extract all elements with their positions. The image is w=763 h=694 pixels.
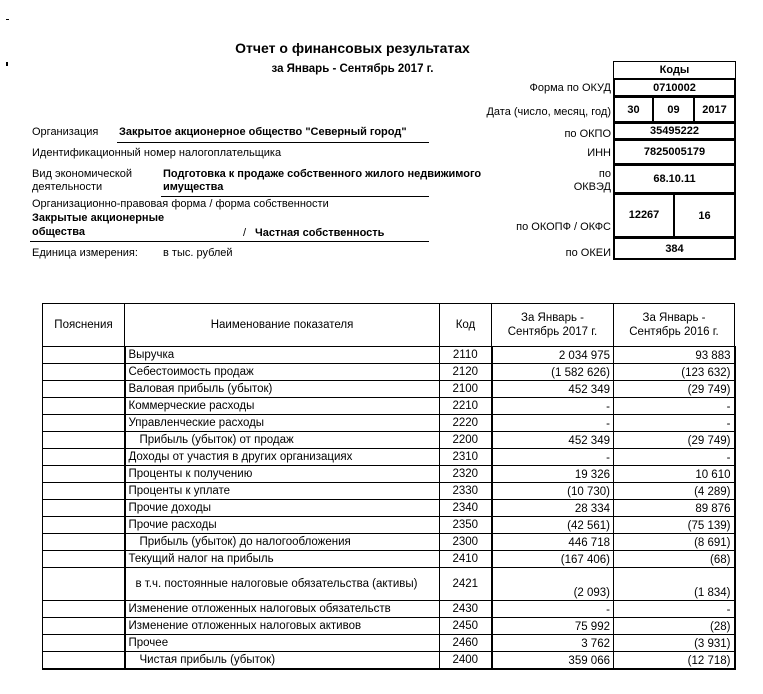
table-row — [43, 652, 735, 670]
table-row — [43, 466, 735, 483]
indicator-code: 2110 — [440, 347, 492, 364]
value-2017: 2 034 975 — [492, 347, 614, 364]
value-2017: (1 582 626) — [492, 364, 614, 381]
date-month: 09 — [652, 96, 695, 123]
value-2017: - — [492, 398, 614, 415]
codes-heading: Коды — [613, 61, 736, 79]
notes-cell — [43, 449, 125, 466]
table-row — [43, 483, 735, 500]
value-2017: (42 561) — [492, 517, 614, 534]
indicator-name: Прочие расходы — [125, 517, 440, 534]
table-row — [43, 568, 735, 601]
indicator-name: Прочие доходы — [125, 500, 440, 517]
notes-cell — [43, 534, 125, 551]
indicator-code: 2430 — [440, 601, 492, 618]
table-row — [43, 635, 735, 652]
value-2017: (10 730) — [492, 483, 614, 500]
report-period: за Январь - Сентябрь 2017 г. — [271, 63, 434, 75]
inn-code-label: ИНН — [587, 147, 611, 159]
notes-cell — [43, 381, 125, 398]
indicator-code: 2120 — [440, 364, 492, 381]
indicator-code: 2320 — [440, 466, 492, 483]
notes-cell — [43, 432, 125, 449]
okopf-value: 12267 — [613, 193, 675, 238]
activity-text-1: Подготовка к продаже собственного жилого недвижимого — [163, 168, 482, 180]
indicator-code: 2460 — [440, 635, 492, 652]
notes-cell — [43, 398, 125, 415]
value-2016: (123 632) — [614, 364, 735, 381]
indicator-code: 2410 — [440, 551, 492, 568]
indicator-name: Прочее — [125, 635, 440, 652]
value-2016: (4 289) — [614, 483, 735, 500]
okfs-value: 16 — [673, 193, 736, 238]
notes-cell — [43, 568, 125, 601]
indicator-code: 2300 — [440, 534, 492, 551]
okei-label: по ОКЕИ — [565, 247, 611, 259]
table-row — [43, 618, 735, 635]
indicator-code: 2421 — [440, 568, 492, 601]
notes-cell — [43, 635, 125, 652]
indicator-name: Коммерческие расходы — [125, 398, 440, 415]
value-2016: - — [614, 415, 735, 432]
indicator-code: 2350 — [440, 517, 492, 534]
table-row — [43, 432, 735, 449]
col-2017-line1: За Январь - — [521, 312, 584, 324]
unit-value: в тыс. рублей — [163, 247, 233, 259]
value-2017: - — [492, 601, 614, 618]
value-2016: (3 931) — [614, 635, 735, 652]
value-2016: (12 718) — [614, 652, 735, 670]
notes-cell — [43, 517, 125, 534]
indicator-name: Проценты к уплате — [125, 483, 440, 500]
notes-cell — [43, 652, 125, 670]
activity-underline — [161, 196, 429, 197]
indicator-code: 2220 — [440, 415, 492, 432]
financial-results-table — [42, 303, 736, 670]
value-2016: - — [614, 449, 735, 466]
report-title: Отчет о финансовых результатах — [235, 40, 470, 56]
legal-form-underline — [30, 241, 429, 242]
org-name: Закрытое акционерное общество "Северный город" — [119, 126, 407, 138]
okved-value: 68.10.11 — [613, 164, 736, 194]
value-2016: 10 610 — [614, 466, 735, 483]
col-header-notes: Пояснения — [43, 304, 125, 347]
value-2017: 452 349 — [492, 432, 614, 449]
col-2016-line2: Сентябрь 2016 г. — [629, 326, 719, 338]
indicator-name: Чистая прибыль (убыток) — [125, 652, 440, 670]
value-2017: 3 762 — [492, 635, 614, 652]
indicator-name: Изменение отложенных налоговых активов — [125, 618, 440, 635]
indicator-name: Управленческие расходы — [125, 415, 440, 432]
org-underline — [117, 142, 429, 143]
okud-value: 0710002 — [613, 78, 736, 97]
col-header-code: Код — [440, 304, 492, 347]
indicator-name: Выручка — [125, 347, 440, 364]
inn-label: Идентификационный номер налогоплательщика — [32, 147, 282, 159]
col-header-indicator: Наименование показателя — [125, 304, 440, 347]
value-2017: (167 406) — [492, 551, 614, 568]
notes-cell — [43, 415, 125, 432]
okei-value: 384 — [613, 237, 736, 260]
table-row — [43, 551, 735, 568]
date-year: 2017 — [693, 96, 736, 123]
table-header-row — [43, 304, 735, 347]
col-2016-line1: За Январь - — [642, 312, 706, 324]
value-2017: 452 349 — [492, 381, 614, 398]
indicator-name: Проценты к получению — [125, 466, 440, 483]
table-row — [43, 364, 735, 381]
value-2017: 75 992 — [492, 618, 614, 635]
indicator-code: 2100 — [440, 381, 492, 398]
value-2016: 93 883 — [614, 347, 735, 364]
value-2017: (2 093) — [492, 568, 614, 601]
okpo-value: 35495222 — [613, 122, 736, 140]
indicator-name: Текущий налог на прибыль — [125, 551, 440, 568]
indicator-name: Доходы от участия в других организациях — [125, 449, 440, 466]
value-2017: - — [492, 415, 614, 432]
value-2016: (29 749) — [614, 432, 735, 449]
indicator-name: Прибыль (убыток) до налогообложения — [125, 534, 440, 551]
okpo-label: по ОКПО — [564, 128, 611, 140]
value-2017: 19 326 — [492, 466, 614, 483]
col-2017-line2: Сентябрь 2017 г. — [507, 326, 598, 338]
notes-cell — [43, 364, 125, 381]
indicator-code: 2310 — [440, 449, 492, 466]
activity-text-2: имущества — [163, 181, 224, 193]
activity-label-2: деятельности — [32, 181, 103, 193]
indicator-name: Прибыль (убыток) от продаж — [125, 432, 440, 449]
ownership-form: Частная собственность — [255, 227, 385, 239]
notes-cell — [43, 347, 125, 364]
value-2016: (75 139) — [614, 517, 735, 534]
date-day: 30 — [613, 96, 654, 123]
value-2016: (28) — [614, 618, 735, 635]
notes-cell — [43, 483, 125, 500]
notes-cell — [43, 466, 125, 483]
okud-label: Форма по ОКУД — [529, 82, 611, 94]
col-header-2017 — [492, 304, 614, 347]
legal-form-2: общества — [32, 226, 86, 238]
indicator-code: 2210 — [440, 398, 492, 415]
notes-cell — [43, 551, 125, 568]
value-2017: 359 066 — [492, 652, 614, 670]
activity-label-1: Вид экономической — [32, 168, 133, 180]
table-row — [43, 500, 735, 517]
table-row — [43, 449, 735, 466]
date-label: Дата (число, месяц, год) — [486, 106, 611, 118]
okved-label-2: ОКВЭД — [573, 181, 611, 193]
value-2016: (29 749) — [614, 381, 735, 398]
indicator-code: 2400 — [440, 652, 492, 670]
notes-cell — [43, 601, 125, 618]
table-row — [43, 601, 735, 618]
table-row — [43, 517, 735, 534]
okopf-label: по ОКОПФ / ОКФС — [516, 221, 611, 233]
table-row — [43, 534, 735, 551]
indicator-code: 2450 — [440, 618, 492, 635]
table-row — [43, 347, 735, 364]
value-2017: 446 718 — [492, 534, 614, 551]
value-2016: (8 691) — [614, 534, 735, 551]
indicator-code: 2200 — [440, 432, 492, 449]
value-2016: (1 834) — [614, 568, 735, 601]
indicator-name: Себестоимость продаж — [125, 364, 440, 381]
table-row — [43, 381, 735, 398]
notes-cell — [43, 500, 125, 517]
table-row — [43, 415, 735, 432]
value-2017: - — [492, 449, 614, 466]
table-row — [43, 398, 735, 415]
form-separator: / — [243, 227, 247, 239]
inn-value: 7825005179 — [613, 139, 736, 165]
indicator-code: 2340 — [440, 500, 492, 517]
unit-label: Единица измерения: — [32, 247, 138, 259]
value-2017: 28 334 — [492, 500, 614, 517]
legal-form-label: Организационно-правовая форма / форма собственности — [32, 198, 329, 210]
value-2016: 89 876 — [614, 500, 735, 517]
col-header-2016 — [614, 304, 735, 347]
scan-mark — [6, 19, 9, 20]
indicator-name: Изменение отложенных налоговых обязательств — [125, 601, 440, 618]
indicator-name: Валовая прибыль (убыток) — [125, 381, 440, 398]
legal-form-1: Закрытые акционерные — [32, 212, 165, 224]
indicator-name: в т.ч. постоянные налоговые обязательства (активы) — [125, 568, 440, 601]
org-label: Организация — [32, 126, 99, 138]
value-2016: - — [614, 398, 735, 415]
value-2016: (68) — [614, 551, 735, 568]
value-2016: - — [614, 601, 735, 618]
okved-label-1: по — [598, 168, 611, 180]
notes-cell — [43, 618, 125, 635]
indicator-code: 2330 — [440, 483, 492, 500]
